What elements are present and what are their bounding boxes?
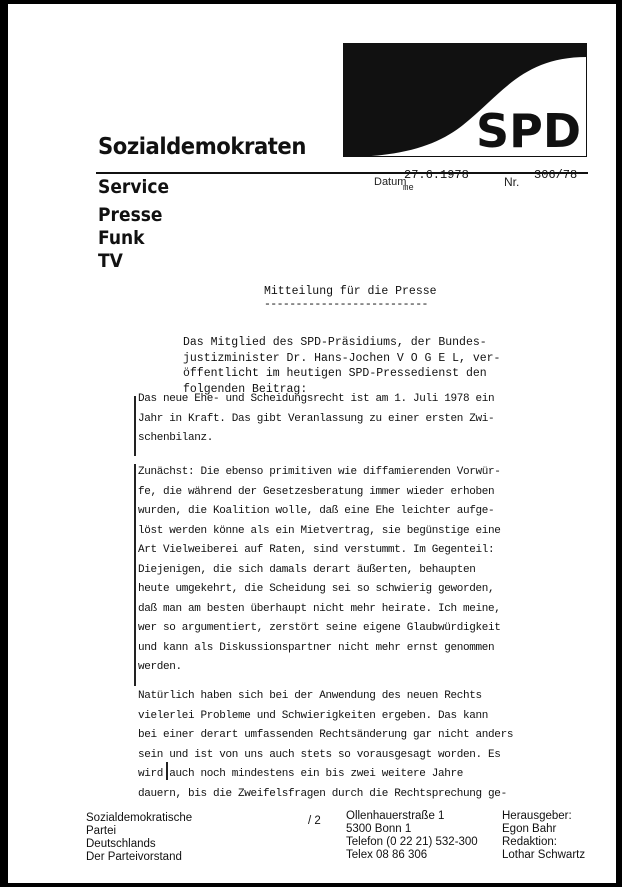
footer-line: Telefon (0 22 21) 532-300 — [346, 836, 478, 848]
footer-editors — [502, 810, 585, 862]
body-line: wer so argumentiert, zerstört seine eigene Glaubwürdigkeit — [138, 622, 501, 634]
body-line: schenbilanz. — [138, 432, 214, 444]
intro-line: justizminister Dr. Hans-Jochen V O G E L, ver- — [183, 351, 501, 365]
footer-line: Redaktion: — [502, 836, 557, 848]
logo-text: SPD — [475, 104, 581, 157]
body-paragraph — [138, 390, 494, 449]
body-line: Zunächst: Die ebenso primitiven wie diffamierenden Vorwür- — [138, 466, 501, 478]
footer-party — [86, 812, 192, 864]
datum-label: Datum — [374, 176, 407, 188]
page-marker: / 2 — [308, 815, 321, 827]
body-paragraph — [138, 687, 513, 804]
body-line: dauern, bis die Zweifelsfragen durch die Rechtsprechung ge- — [138, 787, 507, 800]
title-underline: -------------------------- — [264, 298, 428, 311]
intro-line: Das Mitglied des SPD-Präsidiums, der Bundes- — [183, 336, 487, 349]
footer-line: Telex 08 86 306 — [346, 849, 428, 861]
footer-line: Herausgeber: — [502, 810, 572, 822]
tv-label: TV — [98, 250, 123, 272]
body-paragraph — [138, 463, 501, 678]
intro-line: folgenden Beitrag: — [183, 382, 308, 396]
funk-label: Funk — [98, 227, 145, 249]
body-line: daß man am besten überhaupt nicht mehr heirate. Ich meine, — [138, 602, 501, 615]
footer-line: Lothar Schwartz — [502, 849, 586, 861]
body-line: Diejenigen, die sich damals derart äußerten, behaupten — [138, 563, 476, 576]
presse-label: Presse — [98, 204, 163, 226]
service-label: Service — [98, 176, 170, 198]
footer-line: Egon Bahr — [502, 823, 557, 835]
page-title: Mitteilung für die Presse — [264, 285, 437, 298]
body-line: Art Vielweiberei auf Raten, sind verstummt. Im Gegenteil: — [138, 544, 495, 556]
body-line: Das neue Ehe- und Scheidungsrecht ist am 1. Juli 1978 ein — [138, 393, 495, 405]
body-line: vielerlei Probleme und Schwierigkeiten ergeben. Das kann — [138, 709, 489, 722]
press-release-page — [8, 4, 616, 883]
body-line: fe, die während der Gesetzesberatung immer wieder erhoben — [138, 485, 495, 498]
footer-address — [346, 810, 478, 862]
body-line: wird auch noch mindestens ein bis zwei weitere Jahre — [138, 768, 464, 780]
header-rule — [96, 172, 588, 174]
nr-label: Nr. — [504, 175, 520, 189]
footer-line: Sozialdemokratische — [86, 812, 193, 824]
footer-line: Der Parteivorstand — [86, 851, 182, 863]
body-line: Jahr in Kraft. Das gibt Veranlassung zu einer ersten Zwi- — [138, 412, 495, 425]
body-line: bei einer derart umfassenden Rechtsänderung gar nicht anders — [138, 729, 514, 741]
body-line: Natürlich haben sich bei der Anwendung des neuen Rechts — [138, 690, 482, 702]
body-line: heute umgekehrt, die Scheidung sei so schwierig geworden, — [138, 583, 495, 595]
footer-line: 5300 Bonn 1 — [346, 823, 412, 835]
datum-initials: me — [403, 183, 414, 193]
body-line: und kann als Diskussionspartner nicht mehr ernst genommen — [138, 641, 495, 654]
footer-line: Deutschlands — [86, 838, 156, 850]
spd-logo — [343, 43, 587, 157]
body-line: werden. — [138, 661, 182, 673]
margin-mark — [134, 396, 136, 456]
datum-value: 27.6.1978 — [404, 168, 469, 182]
nr-value: 306/78 — [534, 168, 578, 182]
intro-block — [183, 335, 500, 397]
brand-name: Sozialdemokraten — [98, 134, 306, 160]
intro-line: öffentlicht im heutigen SPD-Pressedienst den — [183, 367, 487, 380]
footer-line: Partei — [86, 825, 117, 837]
margin-mark — [134, 464, 136, 686]
body-line: sein und ist von uns auch stets so vorausgesagt worden. Es — [138, 748, 501, 761]
footer-line: Ollenhauerstraße 1 — [346, 810, 445, 822]
body-line: wurden, die Koalition wolle, daß eine Ehe leichter aufge- — [138, 505, 495, 517]
body-line: löst werden könne als ein Mietvertrag, sie begünstige eine — [138, 524, 501, 537]
